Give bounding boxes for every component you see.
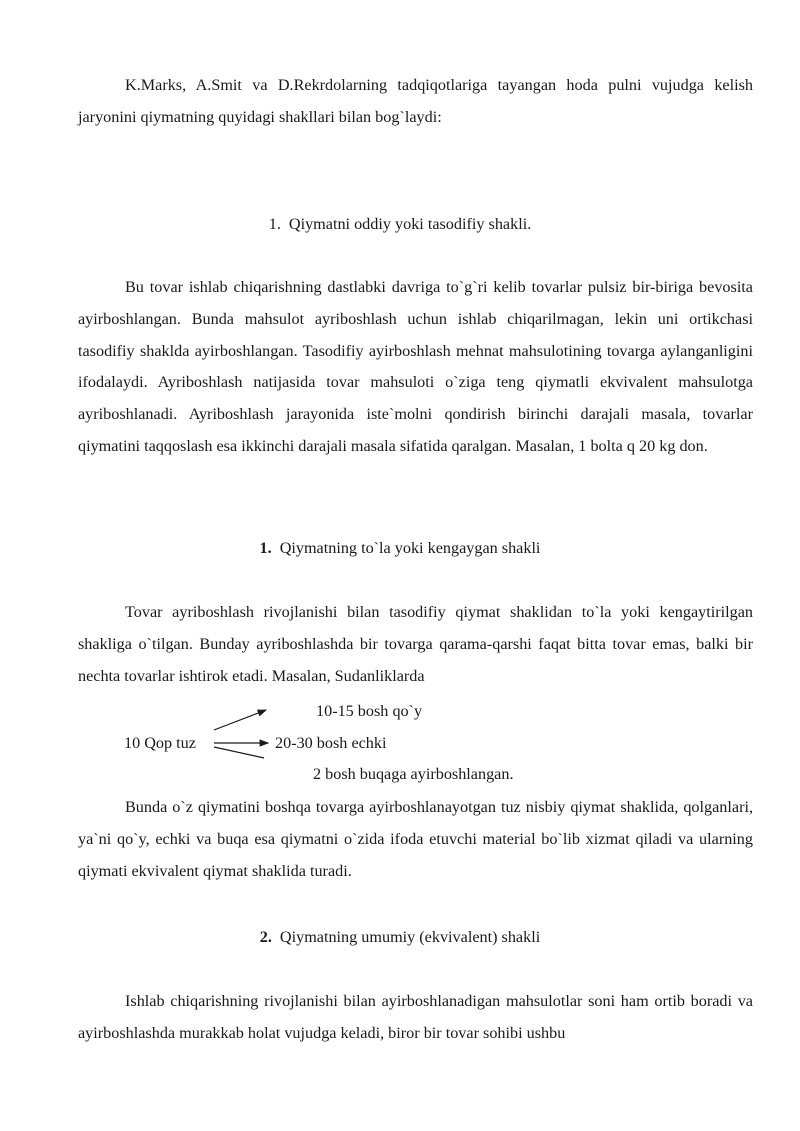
salt-exchange-paragraph: Bunda o`z qiymatini boshqa tovarga ayirboshlanayotgan tuz nisbiy qiymat shaklida, qolganlari, ya`ni qo`y, echki va buqa esa qiymatni o`zida ifoda etuvchi material bo`lib xizmat qiladi va ularning qiymati ekvivalent qiymat shaklida turadi. bbox=[78, 798, 753, 880]
heading-text: Qiymatni oddiy yoki tasodifiy shakli. bbox=[288, 215, 532, 233]
arrow-down bbox=[214, 747, 264, 758]
heading-text: Qiymatning umumiy (ekvivalent) shakli bbox=[279, 928, 541, 946]
exchange-target-goat: 20-30 bosh echki bbox=[275, 734, 387, 752]
exchange-source-salt: 10 Qop tuz bbox=[124, 734, 196, 752]
general-form-paragraph: Ishlab chiqarishning rivojlanishi bilan ayirboshlanadigan mahsulotlar soni ham ortib boradi va ayirboshlashda murakkab holat vujudga keladi, biror bir tovar sohibi ushbu bbox=[78, 992, 753, 1042]
arrow-up bbox=[214, 710, 266, 730]
heading-general-form bbox=[0, 926, 800, 948]
heading-number: 1. bbox=[268, 215, 281, 233]
simple-form-paragraph: Bu tovar ishlab chiqarishning dastlabki davriga to`g`ri kelib tovarlar pulsiz bir-biriga bevosita ayirboshlangan. Bunda mahsulot ayriboshlash uchun ishlab chiqarilmagan, lekin uni ortikchasi tasodifiy shaklda ayirboshlangan. Tasodifiy ayirboshlash mehnat mahsulotining tovarga aylanganligini ifodalaydi. Ayriboshlash natijasida tovar mahsuloti o`ziga teng qiymatli ekvivalent mahsulotga ayriboshlanadi. Ayriboshlash jarayonida iste`molni qondirish birinchi darajali masala, tovarlar qiymatini taqqoslash esa ikkinchi darajali masala sifatida qaralgan. Masalan, 1 bolta q 20 kg don. bbox=[78, 278, 753, 455]
intro-paragraph: K.Marks, A.Smit va D.Rekrdolarning tadqiqotlariga tayangan hoda pulni vujudga kelish jaryonini qiymatning quyidagi shakllari bilan bog`laydi: bbox=[78, 76, 753, 126]
exchange-target-sheep: 10-15 bosh qo`y bbox=[316, 702, 423, 720]
heading-text: Qiymatning to`la yoki kengaygan shakli bbox=[279, 539, 541, 557]
exchange-target-bull: 2 bosh buqaga ayirboshlangan. bbox=[313, 765, 514, 783]
expanded-form-paragraph: Tovar ayriboshlash rivojlanishi bilan tasodifiy qiymat shaklidan to`la yoki kengaytirilgan shakliga o`tilgan. Bunday ayriboshlashda bir tovarga qarama-qarshi faqat bitta tovar emas, balki bir nechta tovarlar ishtirok etadi. Masalan, Sudanliklarda bbox=[78, 603, 753, 685]
heading-number: 1. bbox=[259, 539, 272, 557]
heading-number: 2. bbox=[259, 928, 272, 946]
